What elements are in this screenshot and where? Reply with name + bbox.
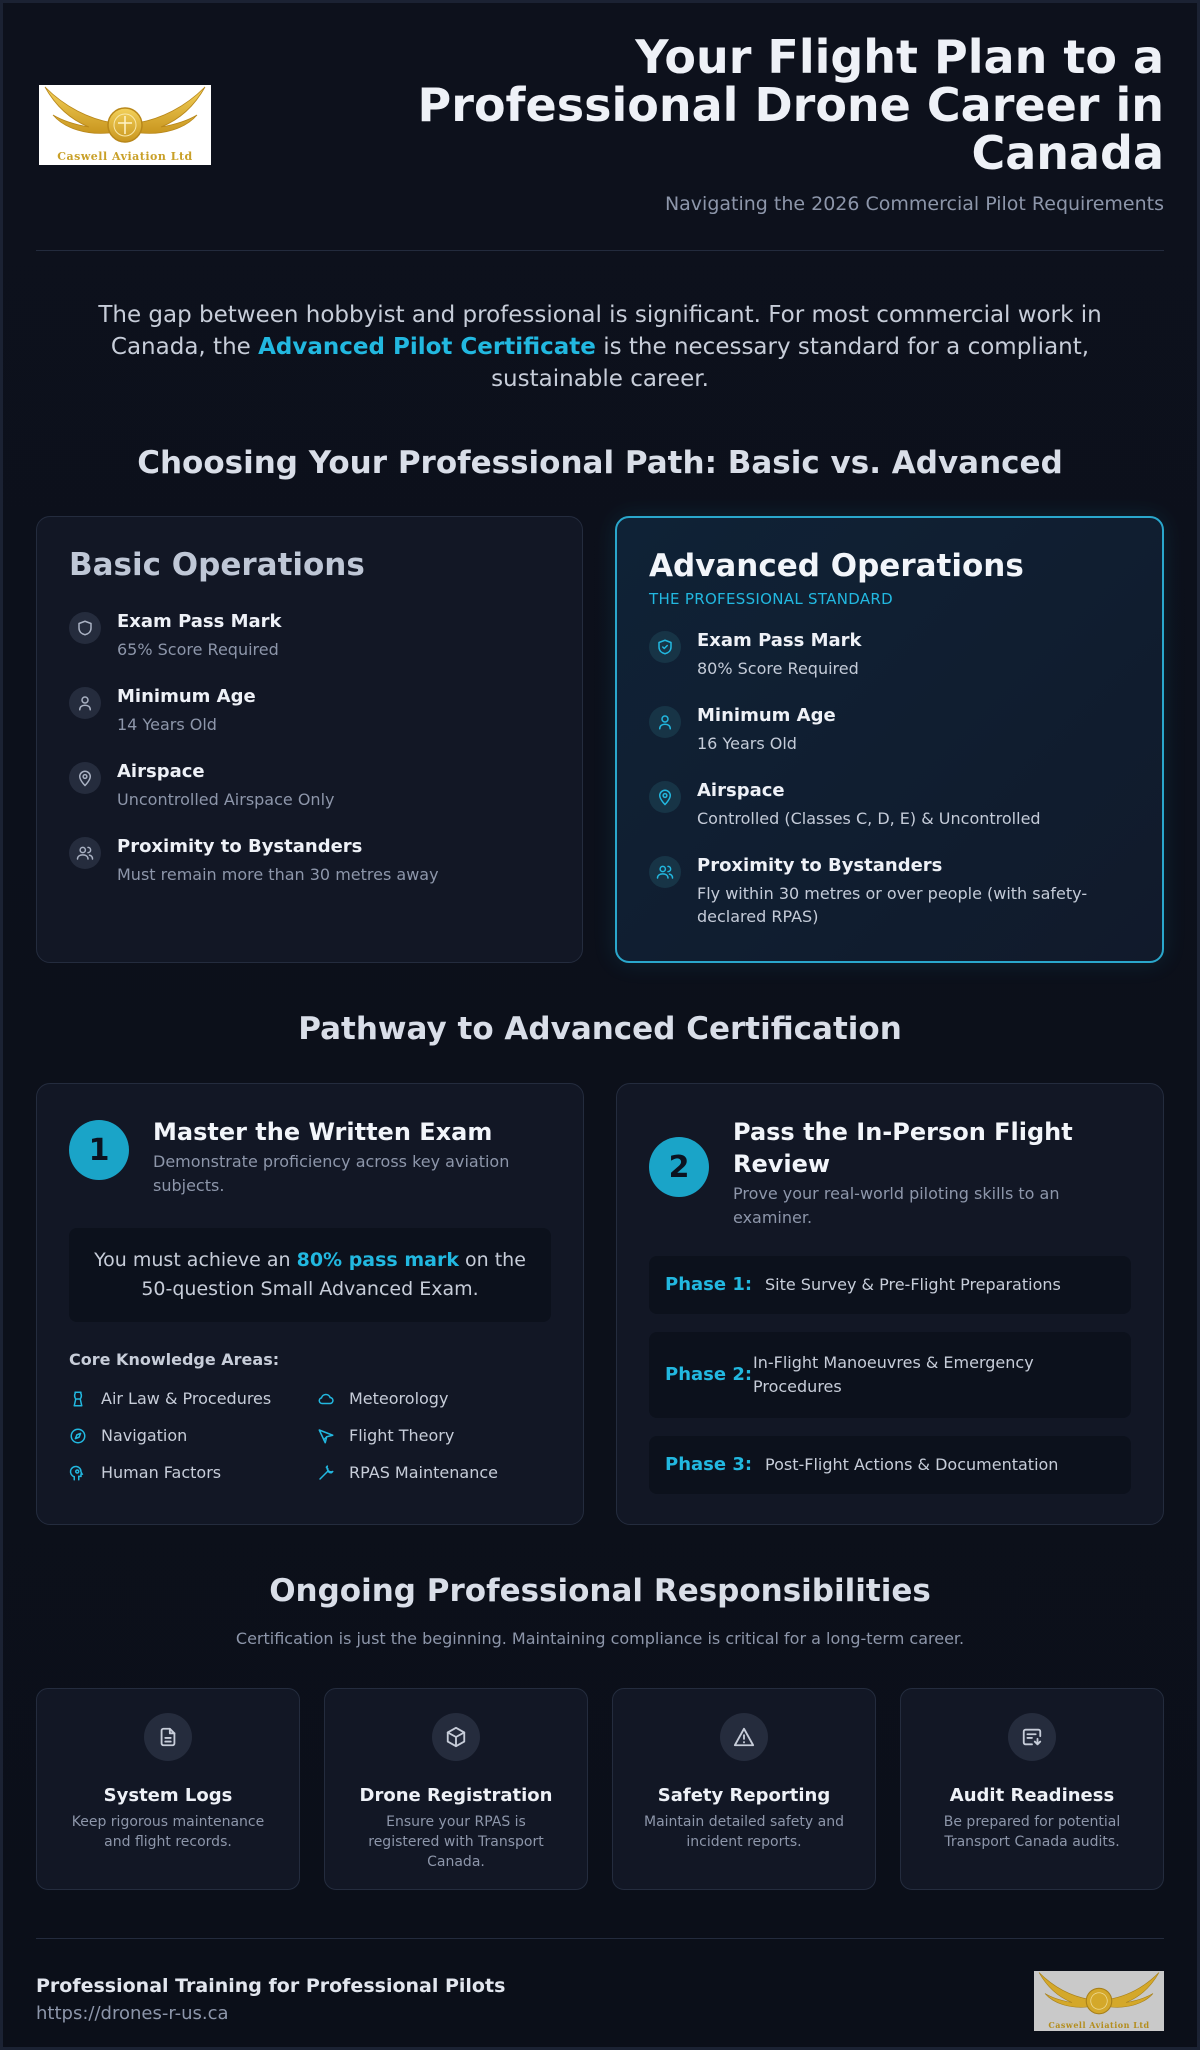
card-title: System Logs (103, 1785, 233, 1806)
users-icon (69, 837, 101, 869)
wrench-icon (317, 1464, 335, 1482)
responsibilities-subtitle: Certification is just the beginning. Maintaining compliance is critical for a long-term career. (235, 1629, 965, 1648)
step-number-badge: 1 (69, 1120, 129, 1180)
phase-label: Phase 2: (665, 1364, 753, 1385)
phase-label: Phase 1: (665, 1274, 753, 1295)
core-item-rpas-maintenance (317, 1463, 551, 1482)
advanced-row-proximity (649, 855, 1130, 928)
card-description: Be prepared for potential Transport Canada audits. (943, 1814, 1121, 1850)
document-icon (144, 1713, 192, 1761)
card-description: Ensure your RPAS is registered with Transport Canada. (368, 1814, 544, 1870)
users-icon (649, 856, 681, 888)
core-item-label: Air Law & Procedures (101, 1389, 272, 1408)
basic-row-airspace (69, 761, 550, 811)
basic-heading: Basic Operations (69, 547, 365, 583)
basic-row-min-age (69, 686, 550, 736)
card-description: Keep rigorous maintenance and flight records. (71, 1814, 265, 1850)
phase-item (649, 1436, 1131, 1494)
flight-review-card (616, 1083, 1164, 1525)
box-icon (432, 1713, 480, 1761)
card-description: Maintain detailed safety and incident reports. (644, 1814, 844, 1850)
core-item-label: Navigation (101, 1426, 188, 1445)
head-icon (69, 1464, 87, 1482)
row-label: Airspace (117, 761, 205, 782)
advanced-heading: Advanced Operations (649, 548, 1024, 584)
advanced-requirements-list (649, 630, 1130, 928)
phase-text: In-Flight Manoeuvres & Emergency Procedures (753, 1353, 1034, 1396)
paper-plane-icon (317, 1427, 335, 1445)
basic-row-pass-mark (69, 611, 550, 661)
responsibility-card-system-logs (36, 1688, 300, 1890)
intro-text-start: The gap between hobbyist and professional is significant. For most commercial work in Canada, the (98, 302, 1102, 360)
company-logo (39, 85, 211, 165)
core-item-human-factors (69, 1463, 317, 1482)
header (36, 3, 1164, 251)
step2-header (649, 1116, 1131, 1230)
advanced-row-pass-mark (649, 630, 1130, 680)
written-exam-card (36, 1083, 584, 1525)
core-item-air-law (69, 1389, 317, 1408)
intro-paragraph (80, 299, 1120, 395)
advanced-row-airspace (649, 780, 1130, 830)
step1-heading: Master the Written Exam (153, 1118, 493, 1146)
card-title: Safety Reporting (657, 1785, 831, 1806)
core-item-label: RPAS Maintenance (349, 1463, 498, 1482)
footer-tagline: Professional Training for Professional Pilots (36, 1975, 506, 1997)
row-label: Proximity to Bystanders (697, 855, 943, 876)
basic-requirements-list (69, 611, 550, 886)
core-knowledge-title: Core Knowledge Areas: (69, 1350, 280, 1369)
compare-section-title: Choosing Your Professional Path: Basic vs. Advanced (137, 445, 1063, 481)
core-item-navigation (69, 1426, 317, 1445)
comparison-cards (36, 516, 1164, 963)
shield-check-icon (649, 631, 681, 663)
cloud-icon (317, 1390, 335, 1408)
core-knowledge-grid (69, 1389, 551, 1482)
phase-item (649, 1256, 1131, 1314)
basic-operations-card (36, 516, 583, 963)
row-value: 16 Years Old (697, 734, 797, 753)
card-title: Drone Registration (359, 1785, 553, 1806)
page-title: Your Flight Plan to a Professional Drone Career in Canada (417, 30, 1164, 180)
pathway-cards (36, 1083, 1164, 1525)
row-label: Minimum Age (697, 705, 836, 726)
logo-text: Caswell Aviation Ltd (1048, 2020, 1150, 2030)
row-value: Must remain more than 30 metres away (117, 865, 439, 884)
callout-text-start: You must achieve an (94, 1249, 297, 1271)
row-value: 14 Years Old (117, 715, 217, 734)
responsibility-card-audit-readiness (900, 1688, 1164, 1890)
pass-mark-callout (69, 1228, 551, 1322)
row-value: 80% Score Required (697, 659, 859, 678)
footer (36, 1938, 1164, 2050)
footer-url-link[interactable]: https://drones-r-us.ca (36, 2003, 229, 2024)
basic-row-proximity (69, 836, 550, 886)
warning-icon (720, 1713, 768, 1761)
compass-icon (69, 1427, 87, 1445)
responsibility-cards (36, 1688, 1164, 1890)
phase-label: Phase 3: (665, 1454, 753, 1475)
footer-logo (1034, 1971, 1164, 2031)
step2-heading: Pass the In-Person Flight Review (733, 1118, 1073, 1178)
step-number-badge: 2 (649, 1137, 709, 1197)
step1-header (69, 1116, 551, 1198)
responsibility-card-safety-reporting (612, 1688, 876, 1890)
row-label: Exam Pass Mark (697, 630, 862, 651)
page-subtitle: Navigating the 2026 Commercial Pilot Requirements (664, 193, 1164, 215)
map-pin-icon (649, 781, 681, 813)
step1-description: Demonstrate proficiency across key aviation subjects. (153, 1152, 510, 1195)
row-value: Fly within 30 metres or over people (with safety-declared RPAS) (697, 884, 1088, 926)
row-label: Minimum Age (117, 686, 256, 707)
pathway-section-title: Pathway to Advanced Certification (298, 1011, 902, 1047)
row-value: Controlled (Classes C, D, E) & Uncontrolled (697, 809, 1041, 828)
row-label: Proximity to Bystanders (117, 836, 363, 857)
responsibility-card-drone-registration (324, 1688, 588, 1890)
core-item-label: Meteorology (349, 1389, 449, 1408)
callout-text-end: on the 50-question Small Advanced Exam. (141, 1249, 526, 1300)
core-item-label: Human Factors (101, 1463, 222, 1482)
core-item-label: Flight Theory (349, 1426, 455, 1445)
user-icon (649, 706, 681, 738)
flight-review-phases (649, 1256, 1131, 1494)
map-pin-icon (69, 762, 101, 794)
core-item-flight-theory (317, 1426, 551, 1445)
row-label: Exam Pass Mark (117, 611, 282, 632)
user-icon (69, 687, 101, 719)
advanced-operations-card (615, 516, 1164, 963)
gavel-icon (69, 1390, 87, 1408)
intro-highlight: Advanced Pilot Certificate (258, 334, 596, 360)
advanced-row-min-age (649, 705, 1130, 755)
logo-text: Caswell Aviation Ltd (57, 150, 193, 163)
card-title: Audit Readiness (949, 1785, 1115, 1806)
row-value: Uncontrolled Airspace Only (117, 790, 335, 809)
audit-icon (1008, 1713, 1056, 1761)
core-item-meteorology (317, 1389, 551, 1408)
phase-text: Post-Flight Actions & Documentation (765, 1455, 1059, 1474)
step2-description: Prove your real-world piloting skills to an examiner. (733, 1184, 1060, 1227)
responsibilities-section-title: Ongoing Professional Responsibilities (269, 1573, 931, 1609)
shield-icon (69, 612, 101, 644)
row-label: Airspace (697, 780, 785, 801)
row-value: 65% Score Required (117, 640, 279, 659)
professional-standard-tag: THE PROFESSIONAL STANDARD (649, 590, 893, 608)
intro-text-end: is the necessary standard for a compliant, sustainable career. (491, 334, 1090, 392)
phase-text: Site Survey & Pre-Flight Preparations (765, 1275, 1061, 1294)
callout-highlight: 80% pass mark (296, 1249, 459, 1271)
phase-item (649, 1332, 1131, 1418)
